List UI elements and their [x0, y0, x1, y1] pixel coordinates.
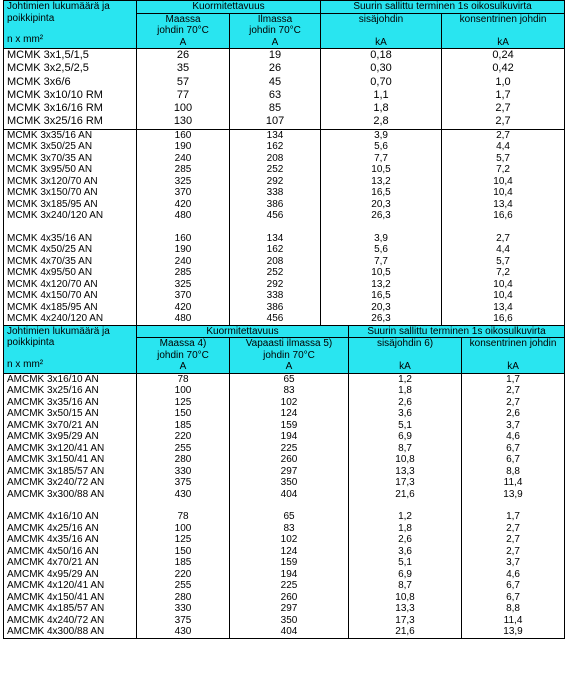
cable-value-conc: 8,8: [506, 465, 520, 477]
cable-value-inner: 10,8: [395, 454, 415, 466]
header-load-air-unit: A: [271, 36, 279, 48]
cable-value-ground: 185: [174, 419, 192, 431]
header-conductors-line2: poikkipinta: [7, 337, 55, 349]
cell-air: [230, 373, 349, 638]
mcmk-block-bc: [4, 129, 565, 325]
cable-value-air: 386: [266, 301, 284, 313]
cable-value-conc: 10,4: [493, 290, 513, 302]
cable-value-air: 338: [266, 187, 284, 199]
cable-value-inner: 8,7: [398, 442, 412, 454]
header-load-ground-unit: A: [179, 361, 187, 373]
header-load-air-l1: Ilmassa: [257, 13, 293, 25]
mcmk-header-row-1: [4, 1, 565, 14]
cable-value-inner: 3,6: [398, 545, 412, 557]
header-sc-conc-label: konsentrinen johdin: [469, 338, 557, 350]
cable-value-inner: 13,3: [395, 465, 415, 477]
cable-value-inner: 16,5: [371, 187, 391, 199]
cable-value-air: 83: [283, 385, 295, 397]
header-sc-conc-label: konsentrinen johdin: [459, 13, 547, 25]
cable-value-air: 225: [280, 580, 298, 592]
cable-value-air: 208: [266, 152, 284, 164]
cable-value-air: 159: [280, 419, 298, 431]
cable-value-ground: 480: [174, 313, 192, 325]
amcmk-table: [3, 325, 565, 639]
cable-value-ground: 370: [174, 290, 192, 302]
cell-names: [4, 129, 137, 325]
cable-type-label: AMCMK 3x185/57 AN: [7, 465, 105, 477]
cable-type-label: AMCMK 3x70/21 AN: [7, 419, 99, 431]
cable-value-ground: 375: [174, 614, 192, 626]
cable-value-ground: 185: [174, 557, 192, 569]
cable-type-label: AMCMK 4x120/41 AN: [7, 580, 105, 592]
cable-value-inner: 17,3: [395, 614, 415, 626]
cable-value-conc: 6,7: [506, 442, 520, 454]
cable-value-conc: 2,6: [506, 408, 520, 420]
header-conductors-line1: Johtimien lukumäärä ja: [7, 325, 110, 337]
cable-value-inner: 13,2: [371, 278, 391, 290]
cable-type-label: MCMK 4x35/16 AN: [7, 232, 93, 244]
cable-value-air: 159: [280, 557, 298, 569]
header-sc-inner-unit: kA: [375, 36, 387, 48]
cable-value-conc: 4,4: [496, 244, 510, 256]
block-spacer: [7, 222, 133, 233]
cable-type-label: MCMK 3x25/16 RM: [7, 115, 103, 128]
cable-type-label: MCMK 3x95/50 AN: [7, 164, 93, 176]
cable-value-inner: 0,18: [370, 49, 392, 61]
cable-value-air: 63: [268, 88, 282, 101]
cable-value-air: 162: [266, 244, 284, 256]
cable-type-label: AMCMK 4x95/29 AN: [7, 568, 99, 580]
cable-value-ground: 280: [174, 591, 192, 603]
cable-value-ground: 190: [174, 244, 192, 256]
cable-value-inner: 8,7: [398, 580, 412, 592]
cell-air: [230, 129, 321, 325]
cable-tables: [3, 0, 564, 639]
cable-value-conc: 6,7: [506, 580, 520, 592]
cable-value-air: 404: [280, 488, 298, 500]
cable-value-inner: 1,8: [398, 385, 412, 397]
cable-value-inner: 5,1: [398, 419, 412, 431]
cable-value-ground: 26: [176, 49, 190, 61]
cable-value-air: 297: [280, 465, 298, 477]
cable-type-label: MCMK 3x150/70 AN: [7, 187, 98, 199]
cable-value-inner: 5,6: [374, 141, 388, 153]
cable-type-label: AMCMK 4x300/88 AN: [7, 626, 105, 638]
cable-value-inner: 7,7: [374, 255, 388, 267]
header-conductors: [4, 1, 137, 49]
cell-ground: [137, 373, 230, 638]
header-sc-inner: [321, 13, 442, 49]
block-spacer: [7, 500, 133, 511]
header-load-group: Kuormitettavuus: [137, 325, 349, 338]
cable-value-ground: 420: [174, 301, 192, 313]
mcmk-block-a: [4, 49, 565, 130]
cable-type-label: AMCMK 4x150/41 AN: [7, 591, 105, 603]
amcmk-header-row-1: [4, 325, 565, 338]
cell-concentric: [462, 373, 565, 638]
cable-value-air: 260: [280, 591, 298, 603]
cable-type-label: MCMK 3x185/95 AN: [7, 198, 98, 210]
header-load-ground: [137, 13, 230, 49]
cable-value-inner: 1,2: [398, 373, 412, 385]
cable-type-label: MCMK 3x10/10 RM: [7, 88, 103, 101]
cable-type-label: AMCMK 3x16/10 AN: [7, 373, 99, 385]
cell-inner: [349, 373, 462, 638]
cable-value-conc: 1,7: [495, 88, 511, 101]
cable-value-air: 350: [280, 614, 298, 626]
cable-value-air: 456: [266, 313, 284, 325]
cell-ground: [137, 129, 230, 325]
cable-value-inner: 21,6: [395, 626, 415, 638]
cable-value-ground: 280: [174, 454, 192, 466]
cable-value-air: 292: [266, 278, 284, 290]
header-sc-conc-unit: kA: [497, 36, 509, 48]
cable-value-conc: 7,2: [496, 164, 510, 176]
cable-value-air: 260: [280, 454, 298, 466]
cable-value-conc: 2,7: [506, 545, 520, 557]
cable-value-inner: 0,70: [370, 75, 392, 88]
cable-value-air: 124: [280, 408, 298, 420]
cable-value-air: 338: [266, 290, 284, 302]
cable-value-conc: 10,4: [493, 278, 513, 290]
cable-value-ground: 375: [174, 477, 192, 489]
cable-value-air: 134: [266, 129, 284, 141]
block-spacer: [324, 222, 438, 233]
cable-value-ground: 480: [174, 210, 192, 222]
header-conductors-line1: Johtimien lukumäärä ja: [7, 1, 110, 12]
cable-value-conc: 4,6: [506, 568, 520, 580]
cable-value-inner: 1,8: [398, 522, 412, 534]
cable-value-conc: 7,2: [496, 267, 510, 279]
cable-value-inner: 13,2: [371, 175, 391, 187]
cable-value-ground: 240: [174, 255, 192, 267]
cable-value-ground: 125: [174, 396, 192, 408]
cable-type-label: MCMK 3x6/6: [7, 75, 71, 88]
cable-value-conc: 2,7: [496, 232, 510, 244]
block-spacer: [233, 222, 317, 233]
block-spacer: [140, 500, 226, 511]
cable-value-conc: 6,7: [506, 591, 520, 603]
cable-value-ground: 160: [174, 129, 192, 141]
cable-value-inner: 7,7: [374, 152, 388, 164]
cable-value-air: 26: [268, 62, 282, 75]
cable-value-ground: 255: [174, 442, 192, 454]
header-load-ground-l1: Maassa: [165, 13, 201, 25]
block-spacer: [445, 222, 561, 233]
cell-concentric: [442, 129, 565, 325]
cable-value-ground: 285: [174, 267, 192, 279]
cable-value-inner: 10,8: [395, 591, 415, 603]
cable-value-inner: 10,5: [371, 267, 391, 279]
cable-value-air: 107: [265, 115, 285, 128]
cable-value-air: 45: [268, 75, 282, 88]
header-load-ground-unit: A: [179, 36, 187, 48]
cable-value-conc: 10,4: [493, 187, 513, 199]
block-spacer: [352, 500, 458, 511]
cable-value-conc: 2,7: [506, 534, 520, 546]
cable-value-ground: 255: [174, 580, 192, 592]
cable-type-label: MCMK 3x2,5/2,5: [7, 62, 89, 75]
cable-type-label: AMCMK 3x150/41 AN: [7, 454, 105, 466]
cable-value-air: 124: [280, 545, 298, 557]
header-sc-inner-label: sisäjohdin: [358, 13, 404, 25]
cable-type-label: MCMK 3x120/70 AN: [7, 175, 98, 187]
cable-value-conc: 13,9: [503, 626, 523, 638]
header-sc-inner-unit: kA: [399, 361, 411, 373]
cable-value-air: 134: [266, 232, 284, 244]
cable-type-label: MCMK 4x70/35 AN: [7, 255, 93, 267]
cable-type-label: AMCMK 3x240/72 AN: [7, 477, 105, 489]
cable-value-conc: 13,4: [493, 301, 513, 313]
cable-value-ground: 77: [176, 88, 190, 101]
cable-value-conc: 5,7: [496, 255, 510, 267]
cable-type-label: AMCMK 3x95/29 AN: [7, 431, 99, 443]
cable-type-label: AMCMK 3x35/16 AN: [7, 396, 99, 408]
header-load-air-l2: johdin 70°C: [263, 349, 315, 361]
cable-value-conc: 13,4: [493, 198, 513, 210]
cable-value-ground: 78: [177, 511, 189, 523]
cable-value-ground: 325: [174, 175, 192, 187]
cable-value-inner: 1,1: [373, 88, 389, 101]
header-sc-conc-unit: kA: [507, 361, 519, 373]
cable-value-air: 292: [266, 175, 284, 187]
header-load-group: Kuormitettavuus: [137, 1, 321, 14]
cable-type-label: MCMK 4x240/120 AN: [7, 313, 104, 325]
header-sc-concentric: [442, 13, 565, 49]
cable-value-inner: 1,8: [373, 102, 389, 115]
cell-ground: [137, 49, 230, 130]
cable-type-label: MCMK 4x95/50 AN: [7, 267, 93, 279]
cell-names: [4, 373, 137, 638]
cable-value-air: 386: [266, 198, 284, 210]
cable-value-ground: 100: [173, 102, 193, 115]
cable-value-conc: 1,7: [506, 511, 520, 523]
cable-type-label: MCMK 3x16/16 RM: [7, 102, 103, 115]
header-conductors-unit: n x mm²: [7, 34, 44, 45]
cable-value-inner: 3,6: [398, 408, 412, 420]
header-conductors-line2: poikkipinta: [7, 12, 55, 24]
cable-value-ground: 420: [174, 198, 192, 210]
cable-value-ground: 100: [174, 385, 192, 397]
cell-inner: [321, 129, 442, 325]
cable-value-air: 404: [280, 626, 298, 638]
cable-value-ground: 220: [174, 568, 192, 580]
cable-value-air: 102: [280, 396, 298, 408]
cable-type-label: AMCMK 4x240/72 AN: [7, 614, 105, 626]
cable-value-air: 65: [283, 511, 295, 523]
header-load-air-l1: Vapaasti ilmassa 5): [245, 338, 333, 350]
header-load-ground: [137, 338, 230, 374]
cable-type-label: MCMK 3x50/25 AN: [7, 141, 93, 153]
cable-value-inner: 6,9: [398, 568, 412, 580]
cable-value-ground: 285: [174, 164, 192, 176]
cable-value-inner: 20,3: [371, 301, 391, 313]
cable-value-air: 19: [268, 49, 282, 61]
cable-value-air: 252: [266, 267, 284, 279]
cable-value-inner: 16,5: [371, 290, 391, 302]
cable-value-conc: 13,9: [503, 488, 523, 500]
cable-value-air: 65: [283, 373, 295, 385]
cable-value-inner: 2,6: [398, 396, 412, 408]
cable-value-inner: 3,9: [374, 129, 388, 141]
header-sc-concentric: [462, 338, 565, 374]
cable-type-label: AMCMK 4x185/57 AN: [7, 603, 105, 615]
cable-value-conc: 3,7: [506, 557, 520, 569]
cable-value-air: 208: [266, 255, 284, 267]
cable-value-conc: 1,0: [495, 75, 511, 88]
header-load-ground-l2: johdin 70°C: [157, 349, 209, 361]
header-conductors: [4, 325, 137, 373]
header-load-ground-l2: johdin 70°C: [157, 25, 209, 36]
cable-value-ground: 125: [174, 534, 192, 546]
cable-value-conc: 1,7: [506, 373, 520, 385]
block-spacer: [233, 500, 345, 511]
cable-value-air: 194: [280, 431, 298, 443]
cable-value-conc: 16,6: [493, 210, 513, 222]
cable-value-inner: 2,8: [373, 115, 389, 128]
cable-value-air: 252: [266, 164, 284, 176]
cable-value-ground: 57: [176, 75, 190, 88]
cable-value-conc: 0,24: [492, 49, 514, 61]
cable-value-conc: 5,7: [496, 152, 510, 164]
cable-value-air: 350: [280, 477, 298, 489]
cable-value-ground: 130: [173, 115, 193, 128]
cell-names: [4, 49, 137, 130]
cable-value-inner: 0,30: [370, 62, 392, 75]
header-shortcircuit-group: Suurin sallittu terminen 1s oikosulkuvirta: [349, 325, 565, 338]
cable-value-conc: 6,7: [506, 454, 520, 466]
header-load-air-l2: johdin 70°C: [249, 25, 301, 36]
cable-value-air: 297: [280, 603, 298, 615]
cable-value-conc: 16,6: [493, 313, 513, 325]
header-sc-inner: [349, 338, 462, 374]
cable-value-air: 194: [280, 568, 298, 580]
cable-value-conc: 11,4: [503, 614, 523, 626]
cable-value-conc: 2,7: [496, 129, 510, 141]
cable-value-conc: 2,7: [506, 522, 520, 534]
cable-type-label: MCMK 3x240/120 AN: [7, 210, 104, 222]
cable-value-inner: 2,6: [398, 534, 412, 546]
cable-value-conc: 4,4: [496, 141, 510, 153]
cable-type-label: AMCMK 4x70/21 AN: [7, 557, 99, 569]
cable-value-conc: 2,7: [495, 102, 511, 115]
cable-type-label: MCMK 4x120/70 AN: [7, 278, 98, 290]
cable-value-ground: 190: [174, 141, 192, 153]
cable-value-ground: 100: [174, 522, 192, 534]
header-conductors-unit: n x mm²: [7, 358, 44, 370]
cable-value-conc: 0,42: [492, 62, 514, 75]
cable-type-label: MCMK 3x70/35 AN: [7, 152, 93, 164]
cable-type-label: AMCMK 4x16/10 AN: [7, 511, 99, 523]
cable-type-label: AMCMK 3x120/41 AN: [7, 442, 105, 454]
header-load-air: [230, 13, 321, 49]
cable-value-conc: 2,7: [495, 115, 511, 128]
cable-value-air: 162: [266, 141, 284, 153]
cable-value-inner: 10,5: [371, 164, 391, 176]
cable-value-ground: 430: [174, 626, 192, 638]
cell-air: [230, 49, 321, 130]
mcmk-table: [3, 0, 565, 326]
cable-value-conc: 2,7: [506, 385, 520, 397]
cable-value-air: 225: [280, 442, 298, 454]
header-load-air: [230, 338, 349, 374]
cable-value-conc: 8,8: [506, 603, 520, 615]
cable-value-inner: 3,9: [374, 232, 388, 244]
cell-concentric: [442, 49, 565, 130]
header-shortcircuit-group: Suurin sallittu terminen 1s oikosulkuvirta: [321, 1, 565, 14]
cable-value-inner: 6,9: [398, 431, 412, 443]
cable-value-ground: 240: [174, 152, 192, 164]
cable-type-label: MCMK 3x35/16 AN: [7, 129, 93, 141]
cable-value-inner: 5,1: [398, 557, 412, 569]
cable-value-inner: 21,6: [395, 488, 415, 500]
block-spacer: [140, 222, 226, 233]
cell-inner: [321, 49, 442, 130]
cable-value-ground: 150: [174, 545, 192, 557]
cable-value-ground: 430: [174, 488, 192, 500]
cable-type-label: MCMK 4x150/70 AN: [7, 290, 98, 302]
cable-value-ground: 330: [174, 603, 192, 615]
cable-value-ground: 160: [174, 232, 192, 244]
cable-value-conc: 10,4: [493, 175, 513, 187]
cable-type-label: AMCMK 3x50/15 AN: [7, 408, 99, 420]
cable-type-label: AMCMK 4x25/16 AN: [7, 522, 99, 534]
cable-type-label: MCMK 4x185/95 AN: [7, 301, 98, 313]
cable-value-air: 102: [280, 534, 298, 546]
amcmk-block-ab: [4, 373, 565, 638]
cable-value-inner: 26,3: [371, 313, 391, 325]
header-sc-inner-label: sisäjohdin 6): [376, 338, 434, 350]
block-spacer: [465, 500, 561, 511]
cable-value-ground: 220: [174, 431, 192, 443]
cable-value-inner: 17,3: [395, 477, 415, 489]
cable-value-inner: 26,3: [371, 210, 391, 222]
cable-value-conc: 3,7: [506, 419, 520, 431]
header-load-ground-l1: Maassa 4): [159, 338, 207, 350]
cable-type-label: AMCMK 4x35/16 AN: [7, 534, 99, 546]
cable-value-inner: 5,6: [374, 244, 388, 256]
cable-type-label: AMCMK 3x25/16 AN: [7, 385, 99, 397]
header-load-air-unit: A: [285, 361, 293, 373]
cable-value-inner: 20,3: [371, 198, 391, 210]
cable-value-inner: 1,2: [398, 511, 412, 523]
cable-value-ground: 78: [177, 373, 189, 385]
cable-value-ground: 330: [174, 465, 192, 477]
cable-value-ground: 35: [176, 62, 190, 75]
cable-value-air: 83: [283, 522, 295, 534]
cable-value-conc: 2,7: [506, 396, 520, 408]
cable-value-ground: 370: [174, 187, 192, 199]
cable-value-conc: 4,6: [506, 431, 520, 443]
cable-type-label: AMCMK 4x50/16 AN: [7, 545, 99, 557]
cable-value-conc: 11,4: [503, 477, 523, 489]
cable-value-air: 456: [266, 210, 284, 222]
cable-value-air: 85: [268, 102, 282, 115]
cable-type-label: MCMK 4x50/25 AN: [7, 244, 93, 256]
cable-value-ground: 325: [174, 278, 192, 290]
cable-type-label: AMCMK 3x300/88 AN: [7, 488, 105, 500]
cable-value-ground: 150: [174, 408, 192, 420]
cable-type-label: MCMK 3x1,5/1,5: [7, 49, 89, 61]
cable-value-inner: 13,3: [395, 603, 415, 615]
